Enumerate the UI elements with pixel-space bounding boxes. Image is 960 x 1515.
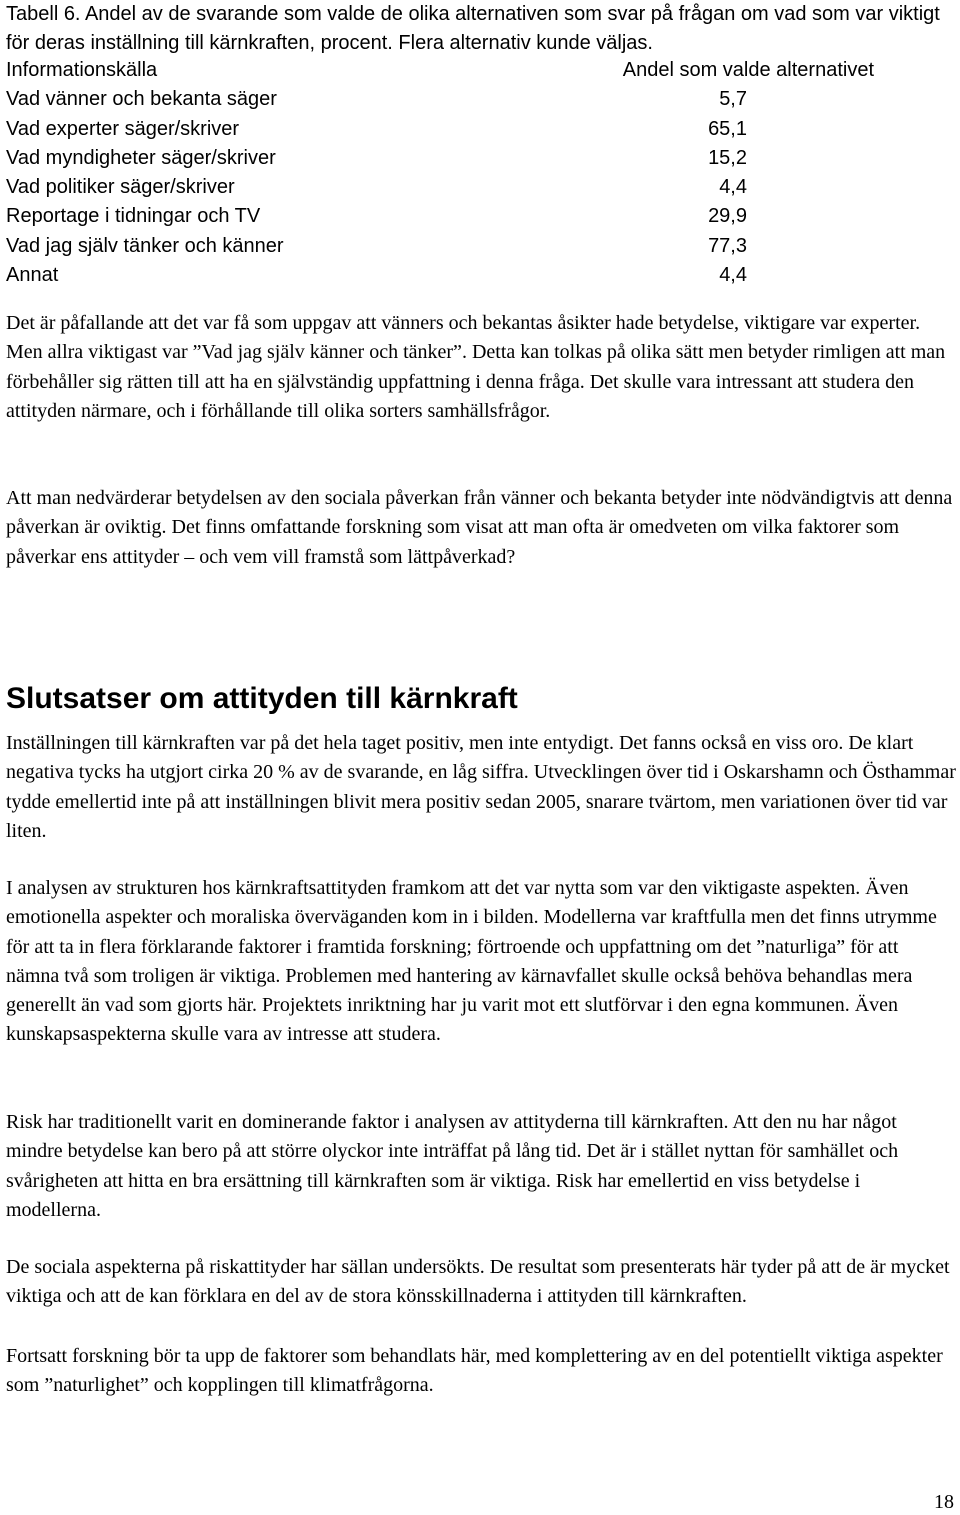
- paragraph-social-aspects: De sociala aspekterna på riskattityder har sällan undersökts. De resultat som presenterats här tyder på att de är mycket viktiga och att de kan förklara en del av de stora könsskillnaderna i attityden till kärnkraften.: [6, 1256, 950, 1308]
- paragraph-attitude-summary: Inställningen till kärnkraften var på det hela taget positiv, men inte entydigt. Det fanns också en viss oro. De klart negativa tycks ha utgjort cirka 20 % av de svarande, en låg siffra. Utvecklingen över tid i Oskarshamn och Östhammar tydde emellertid inte på att inställningen blivit mera positiv sedan 2005, snarare tvärtom, men variationen över tid var liten.: [6, 732, 956, 842]
- row-value: 77,3: [708, 234, 747, 257]
- row-value: 4,4: [719, 176, 747, 199]
- row-label: Vad vänner och bekanta säger: [6, 88, 277, 111]
- table-row: [6, 144, 946, 173]
- paragraph-social-influence: Att man nedvärderar betydelsen av den sociala påverkan från vänner och bekanta betyder inte nödvändigtvis att denna påverkan är oviktig. Det finns omfattande forskning som visat att man ofta är omedveten om vilka faktorer som påverkar ens attityder – och vem vill framstå som lättpåverkad?: [6, 487, 953, 568]
- table-caption: Tabell 6. Andel av de svarande som valde de olika alternativen som svar på frågan om vad som var viktigt för deras inställning till kärnkraften, procent. Flera alternativ kunde väljas.: [6, 3, 940, 54]
- row-label: Annat: [6, 264, 59, 287]
- column-header-share: Andel som valde alternativet: [622, 59, 874, 81]
- table-row: [6, 261, 946, 290]
- section-heading: Slutsatser om attityden till kärnkraft: [6, 681, 518, 715]
- paragraph-table-comment: Det är påfallande att det var få som uppgav att vänners och bekantas åsikter hade betydelse, viktigare var experter. Men allra viktigast var ”Vad jag själv känner och tänker”. Detta kan tolkas på olika sätt men betyder rimligen att man förbehåller sig rätten till att ha en självständig uppfattning i denna fråga. Det skulle vara intressant att studera den attityden närmare, och i förhållande till olika sorters samhällsfrågor.: [6, 312, 946, 422]
- row-value: 65,1: [708, 117, 747, 140]
- table-row: [6, 202, 946, 231]
- table-header-row: [6, 56, 946, 85]
- row-label: Vad myndigheter säger/skriver: [6, 146, 276, 169]
- paragraph-risk: Risk har traditionellt varit en dominerande faktor i analysen av attityderna till kärnkraften. Att den nu har något mindre betydelse kan bero på att större olyckor inte inträffat på lång tid. Det är i stället nyttan för samhället och svårigheten att hitta en bra ersättning till kärnkraften som är viktiga. Risk har emellertid en viss betydelse i modellerna.: [6, 1111, 899, 1221]
- row-value: 15,2: [708, 146, 747, 169]
- paragraph-structure-analysis: I analysen av strukturen hos kärnkraftsattityden framkom att det var nytta som var den viktigaste aspekten. Även emotionella aspekter och moraliska överväganden kom in i bilden. Modellerna var kraftfulla men det finns utrymme för att ta in flera förklarande faktorer i framtida forskning; förtroende och uppfattning om det ”naturliga” för att nämna två som troligen är viktiga. Problemen med hantering av kärnavfallet skulle också behöva behandlas mera generellt än vad som gjorts här. Projektets inriktning har ju varit mot ett slutförvar i den egna kommunen. Även kunskapsaspekterna skulle vara av intresse att studera.: [6, 877, 937, 1046]
- table-row: [6, 173, 946, 202]
- row-value: 29,9: [708, 205, 747, 228]
- page-number: 18: [934, 1491, 954, 1513]
- data-table: [6, 56, 946, 290]
- row-label: Reportage i tidningar och TV: [6, 205, 261, 228]
- row-label: Vad jag själv tänker och känner: [6, 234, 284, 257]
- table-row: [6, 232, 946, 261]
- row-value: 4,4: [719, 264, 747, 287]
- paragraph-future-research: Fortsatt forskning bör ta upp de faktorer som behandlats här, med komplettering av en del potentiellt viktiga aspekter som ”naturlighet” och kopplingen till klimatfrågorna.: [6, 1345, 943, 1397]
- row-label: Vad experter säger/skriver: [6, 117, 240, 140]
- row-value: 5,7: [719, 88, 747, 111]
- column-header-source: Informationskälla: [6, 59, 158, 81]
- table-row: [6, 115, 946, 144]
- table-row: [6, 85, 946, 114]
- row-label: Vad politiker säger/skriver: [6, 176, 235, 199]
